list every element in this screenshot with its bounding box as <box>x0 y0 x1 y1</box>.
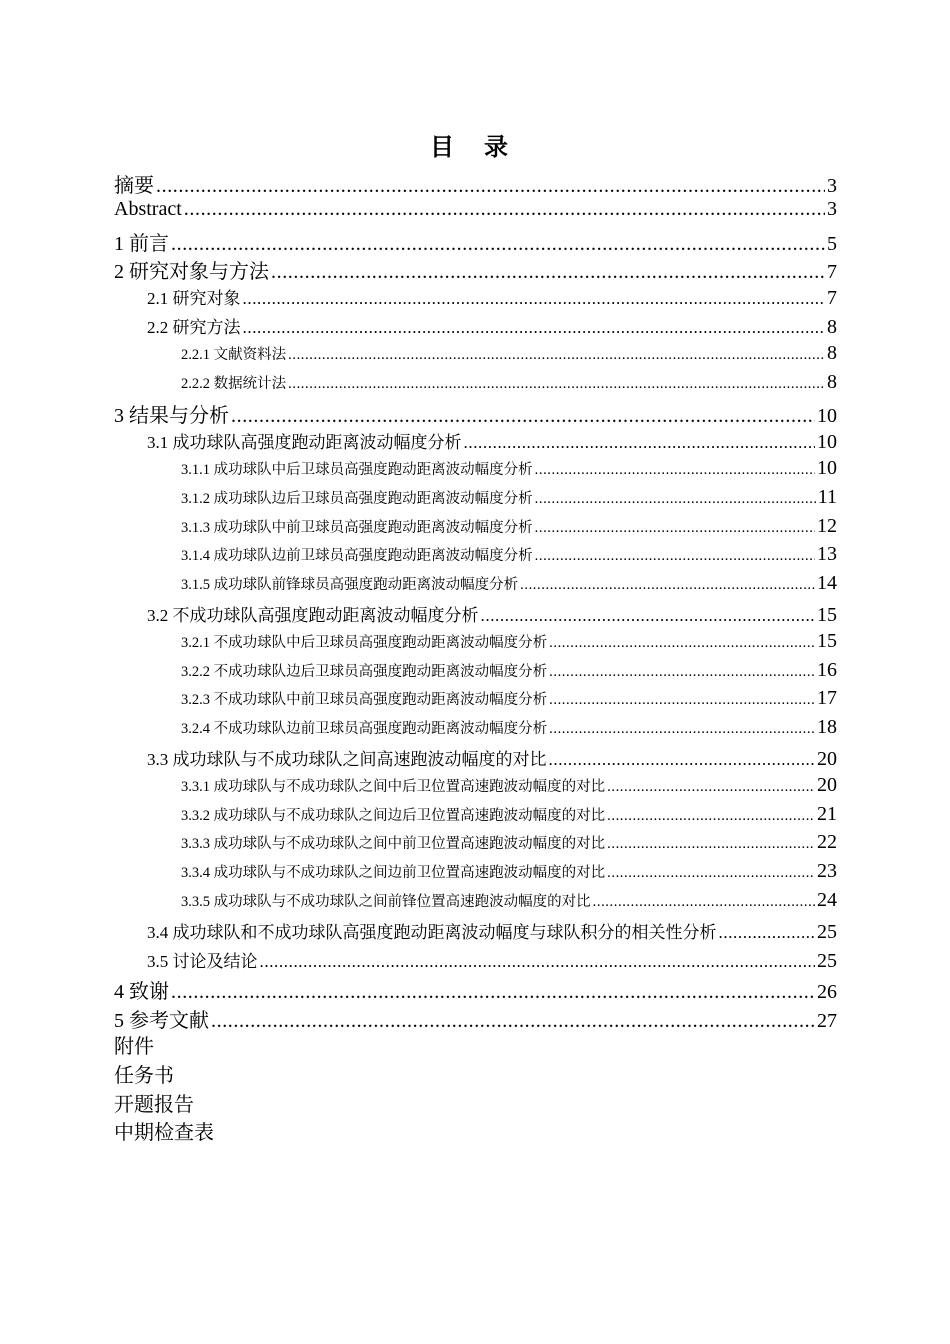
toc-entry-label: 5 参考文献 <box>114 1010 209 1033</box>
toc-page-number: 21 <box>817 802 837 825</box>
appendix-item[interactable]: 任务书 <box>114 1064 174 1087</box>
toc-dot-leader <box>535 520 815 537</box>
toc-dot-leader <box>156 175 825 198</box>
toc-dot-leader <box>243 289 826 309</box>
toc-entry[interactable] <box>114 1004 837 1033</box>
toc-entry[interactable] <box>114 198 837 227</box>
toc-entry-label: 3.3.2 成功球队与不成功球队之间边后卫位置高速跑波动幅度的对比 <box>181 807 606 824</box>
toc-dot-leader <box>260 952 816 972</box>
toc-page-number: 8 <box>827 315 837 338</box>
toc-entry[interactable] <box>114 169 837 198</box>
toc-entry[interactable] <box>114 342 837 371</box>
toc-page-number: 24 <box>817 888 837 911</box>
toc-dot-leader <box>288 376 825 393</box>
toc-entry[interactable] <box>114 255 837 284</box>
toc-dot-leader <box>184 198 825 221</box>
toc-page-number: 26 <box>817 981 837 1004</box>
toc-page-number: 8 <box>827 370 837 393</box>
toc-dot-leader <box>719 923 816 943</box>
toc-page-number: 15 <box>817 603 837 626</box>
toc-dot-leader <box>171 981 815 1004</box>
toc-entry[interactable] <box>114 947 837 976</box>
toc-entry-label: 2.2.2 数据统计法 <box>181 375 287 392</box>
toc-dot-leader <box>171 233 825 256</box>
toc-page-number: 7 <box>827 287 837 310</box>
toc-entry-label: 2.1 研究对象 <box>147 289 241 309</box>
toc-dot-leader <box>535 462 815 479</box>
toc-page-number: 5 <box>827 232 837 255</box>
toc-entry-label: 3.3.1 成功球队与不成功球队之间中后卫位置高速跑波动幅度的对比 <box>181 778 606 795</box>
toc-entry[interactable] <box>114 428 837 457</box>
toc-entry-label: 3.5 讨论及结论 <box>147 951 258 971</box>
toc-entry[interactable] <box>114 227 837 256</box>
toc-dot-leader <box>520 577 815 594</box>
toc-page-number: 23 <box>817 860 837 883</box>
toc-entry[interactable] <box>114 457 837 486</box>
toc-page-number: 16 <box>817 658 837 681</box>
toc-page-number: 10 <box>817 431 837 454</box>
toc-entry-label: 3.2.1 不成功球队中后卫球员高强度跑动距离波动幅度分析 <box>181 634 548 651</box>
toc-page-number: 15 <box>817 629 837 652</box>
toc-dot-leader <box>481 606 816 626</box>
toc-page-number: 18 <box>817 716 837 739</box>
toc-entry-label: 3 结果与分析 <box>114 405 229 428</box>
appendix-item[interactable]: 附件 <box>114 1035 154 1058</box>
toc-entry-label: 3.1.1 成功球队中后卫球员高强度跑动距离波动幅度分析 <box>181 461 533 478</box>
toc-page-number: 7 <box>827 261 837 284</box>
toc-page-number: 10 <box>817 405 837 428</box>
toc-entry-label: 3.4 成功球队和不成功球队高强度跑动距离波动幅度与球队积分的相关性分析 <box>147 922 717 942</box>
toc-entry-label: 3.1 成功球队高强度跑动距离波动幅度分析 <box>147 433 462 453</box>
toc-entry[interactable] <box>114 975 837 1004</box>
toc-page-number: 25 <box>817 920 837 943</box>
toc-entry-label: 3.2.4 不成功球队边前卫球员高强度跑动距离波动幅度分析 <box>181 721 548 738</box>
table-of-contents <box>114 169 837 1148</box>
toc-entry[interactable] <box>114 745 837 774</box>
toc-entry[interactable] <box>114 486 837 515</box>
toc-page-number: 20 <box>817 747 837 770</box>
toc-dot-leader <box>243 318 826 338</box>
toc-entry[interactable] <box>114 572 837 601</box>
toc-page-number: 3 <box>827 175 837 197</box>
toc-entry-label: 3.3.3 成功球队与不成功球队之间中前卫位置高速跑波动幅度的对比 <box>181 836 606 853</box>
toc-page-number: 11 <box>817 485 837 508</box>
toc-entry[interactable] <box>114 831 837 860</box>
toc-dot-leader <box>549 692 815 709</box>
toc-dot-leader <box>607 865 815 882</box>
toc-entry-label: 3.2.2 不成功球队边后卫球员高强度跑动距离波动幅度分析 <box>181 663 548 680</box>
toc-entry[interactable] <box>114 630 837 659</box>
toc-entry-label: 1 前言 <box>114 232 169 255</box>
toc-page-number: 17 <box>817 687 837 710</box>
toc-dot-leader <box>271 261 825 284</box>
toc-dot-leader <box>288 347 825 364</box>
appendix-list <box>114 1033 837 1148</box>
toc-page-number: 12 <box>817 514 837 537</box>
toc-page-number: 10 <box>817 456 837 479</box>
toc-entry-label: 3.1.2 成功球队边后卫球员高强度跑动距离波动幅度分析 <box>181 490 533 507</box>
toc-dot-leader <box>549 635 815 652</box>
toc-entry[interactable] <box>114 918 837 947</box>
toc-dot-leader <box>607 808 815 825</box>
toc-entry[interactable] <box>114 659 837 688</box>
toc-page-number: 27 <box>817 1010 837 1033</box>
toc-page-number: 3 <box>827 197 837 220</box>
toc-entry-label: 4 致谢 <box>114 981 169 1004</box>
toc-entry-label: 3.1.4 成功球队边前卫球员高强度跑动距离波动幅度分析 <box>181 548 533 565</box>
toc-dot-leader <box>535 491 816 508</box>
toc-entry[interactable] <box>114 313 837 342</box>
toc-dot-leader <box>607 779 815 796</box>
toc-page-number: 14 <box>817 572 837 595</box>
toc-dot-leader <box>211 1010 815 1033</box>
appendix-item[interactable]: 开题报告 <box>114 1093 194 1116</box>
toc-dot-leader <box>549 750 816 770</box>
toc-entry[interactable] <box>114 284 837 313</box>
toc-page-number: 8 <box>827 341 837 364</box>
toc-dot-leader <box>549 664 815 681</box>
toc-entries <box>114 169 837 1033</box>
toc-page-number: 22 <box>817 831 837 854</box>
toc-entry-label: Abstract <box>114 197 182 220</box>
toc-entry[interactable] <box>114 860 837 889</box>
toc-entry[interactable] <box>114 803 837 832</box>
toc-entry-label: 3.3.5 成功球队与不成功球队之间前锋位置高速跑波动幅度的对比 <box>181 893 591 910</box>
toc-entry[interactable] <box>114 687 837 716</box>
toc-dot-leader <box>607 836 815 853</box>
toc-entry[interactable] <box>114 515 837 544</box>
toc-title: 目 录 <box>430 135 520 161</box>
toc-entry[interactable] <box>114 889 837 918</box>
toc-entry-label: 摘要 <box>114 175 154 197</box>
toc-entry[interactable] <box>114 601 837 630</box>
toc-entry[interactable] <box>114 399 837 428</box>
toc-entry-label: 3.1.5 成功球队前锋球员高强度跑动距离波动幅度分析 <box>181 577 519 594</box>
toc-entry-label: 3.3 成功球队与不成功球队之间高速跑波动幅度的对比 <box>147 749 547 769</box>
toc-entry-label: 2.2 研究方法 <box>147 317 241 337</box>
toc-dot-leader <box>549 721 815 738</box>
toc-entry[interactable] <box>114 774 837 803</box>
toc-entry[interactable] <box>114 371 837 400</box>
toc-dot-leader <box>464 433 816 453</box>
toc-entry-label: 3.3.4 成功球队与不成功球队之间边前卫位置高速跑波动幅度的对比 <box>181 865 606 882</box>
toc-entry-label: 2 研究对象与方法 <box>114 261 269 284</box>
toc-entry-label: 3.1.3 成功球队中前卫球员高强度跑动距离波动幅度分析 <box>181 519 533 536</box>
toc-entry-label: 2.2.1 文献资料法 <box>181 346 287 363</box>
appendix-item[interactable]: 中期检查表 <box>114 1122 214 1145</box>
toc-entry-label: 3.2 不成功球队高强度跑动距离波动幅度分析 <box>147 605 479 625</box>
toc-page-number: 25 <box>817 949 837 972</box>
toc-entry-label: 3.2.3 不成功球队中前卫球员高强度跑动距离波动幅度分析 <box>181 692 548 709</box>
toc-page-number: 13 <box>817 543 837 566</box>
toc-entry[interactable] <box>114 543 837 572</box>
toc-dot-leader <box>231 405 815 428</box>
toc-dot-leader <box>593 894 815 911</box>
toc-page-number: 20 <box>817 773 837 796</box>
toc-entry[interactable] <box>114 716 837 745</box>
toc-dot-leader <box>535 548 815 565</box>
